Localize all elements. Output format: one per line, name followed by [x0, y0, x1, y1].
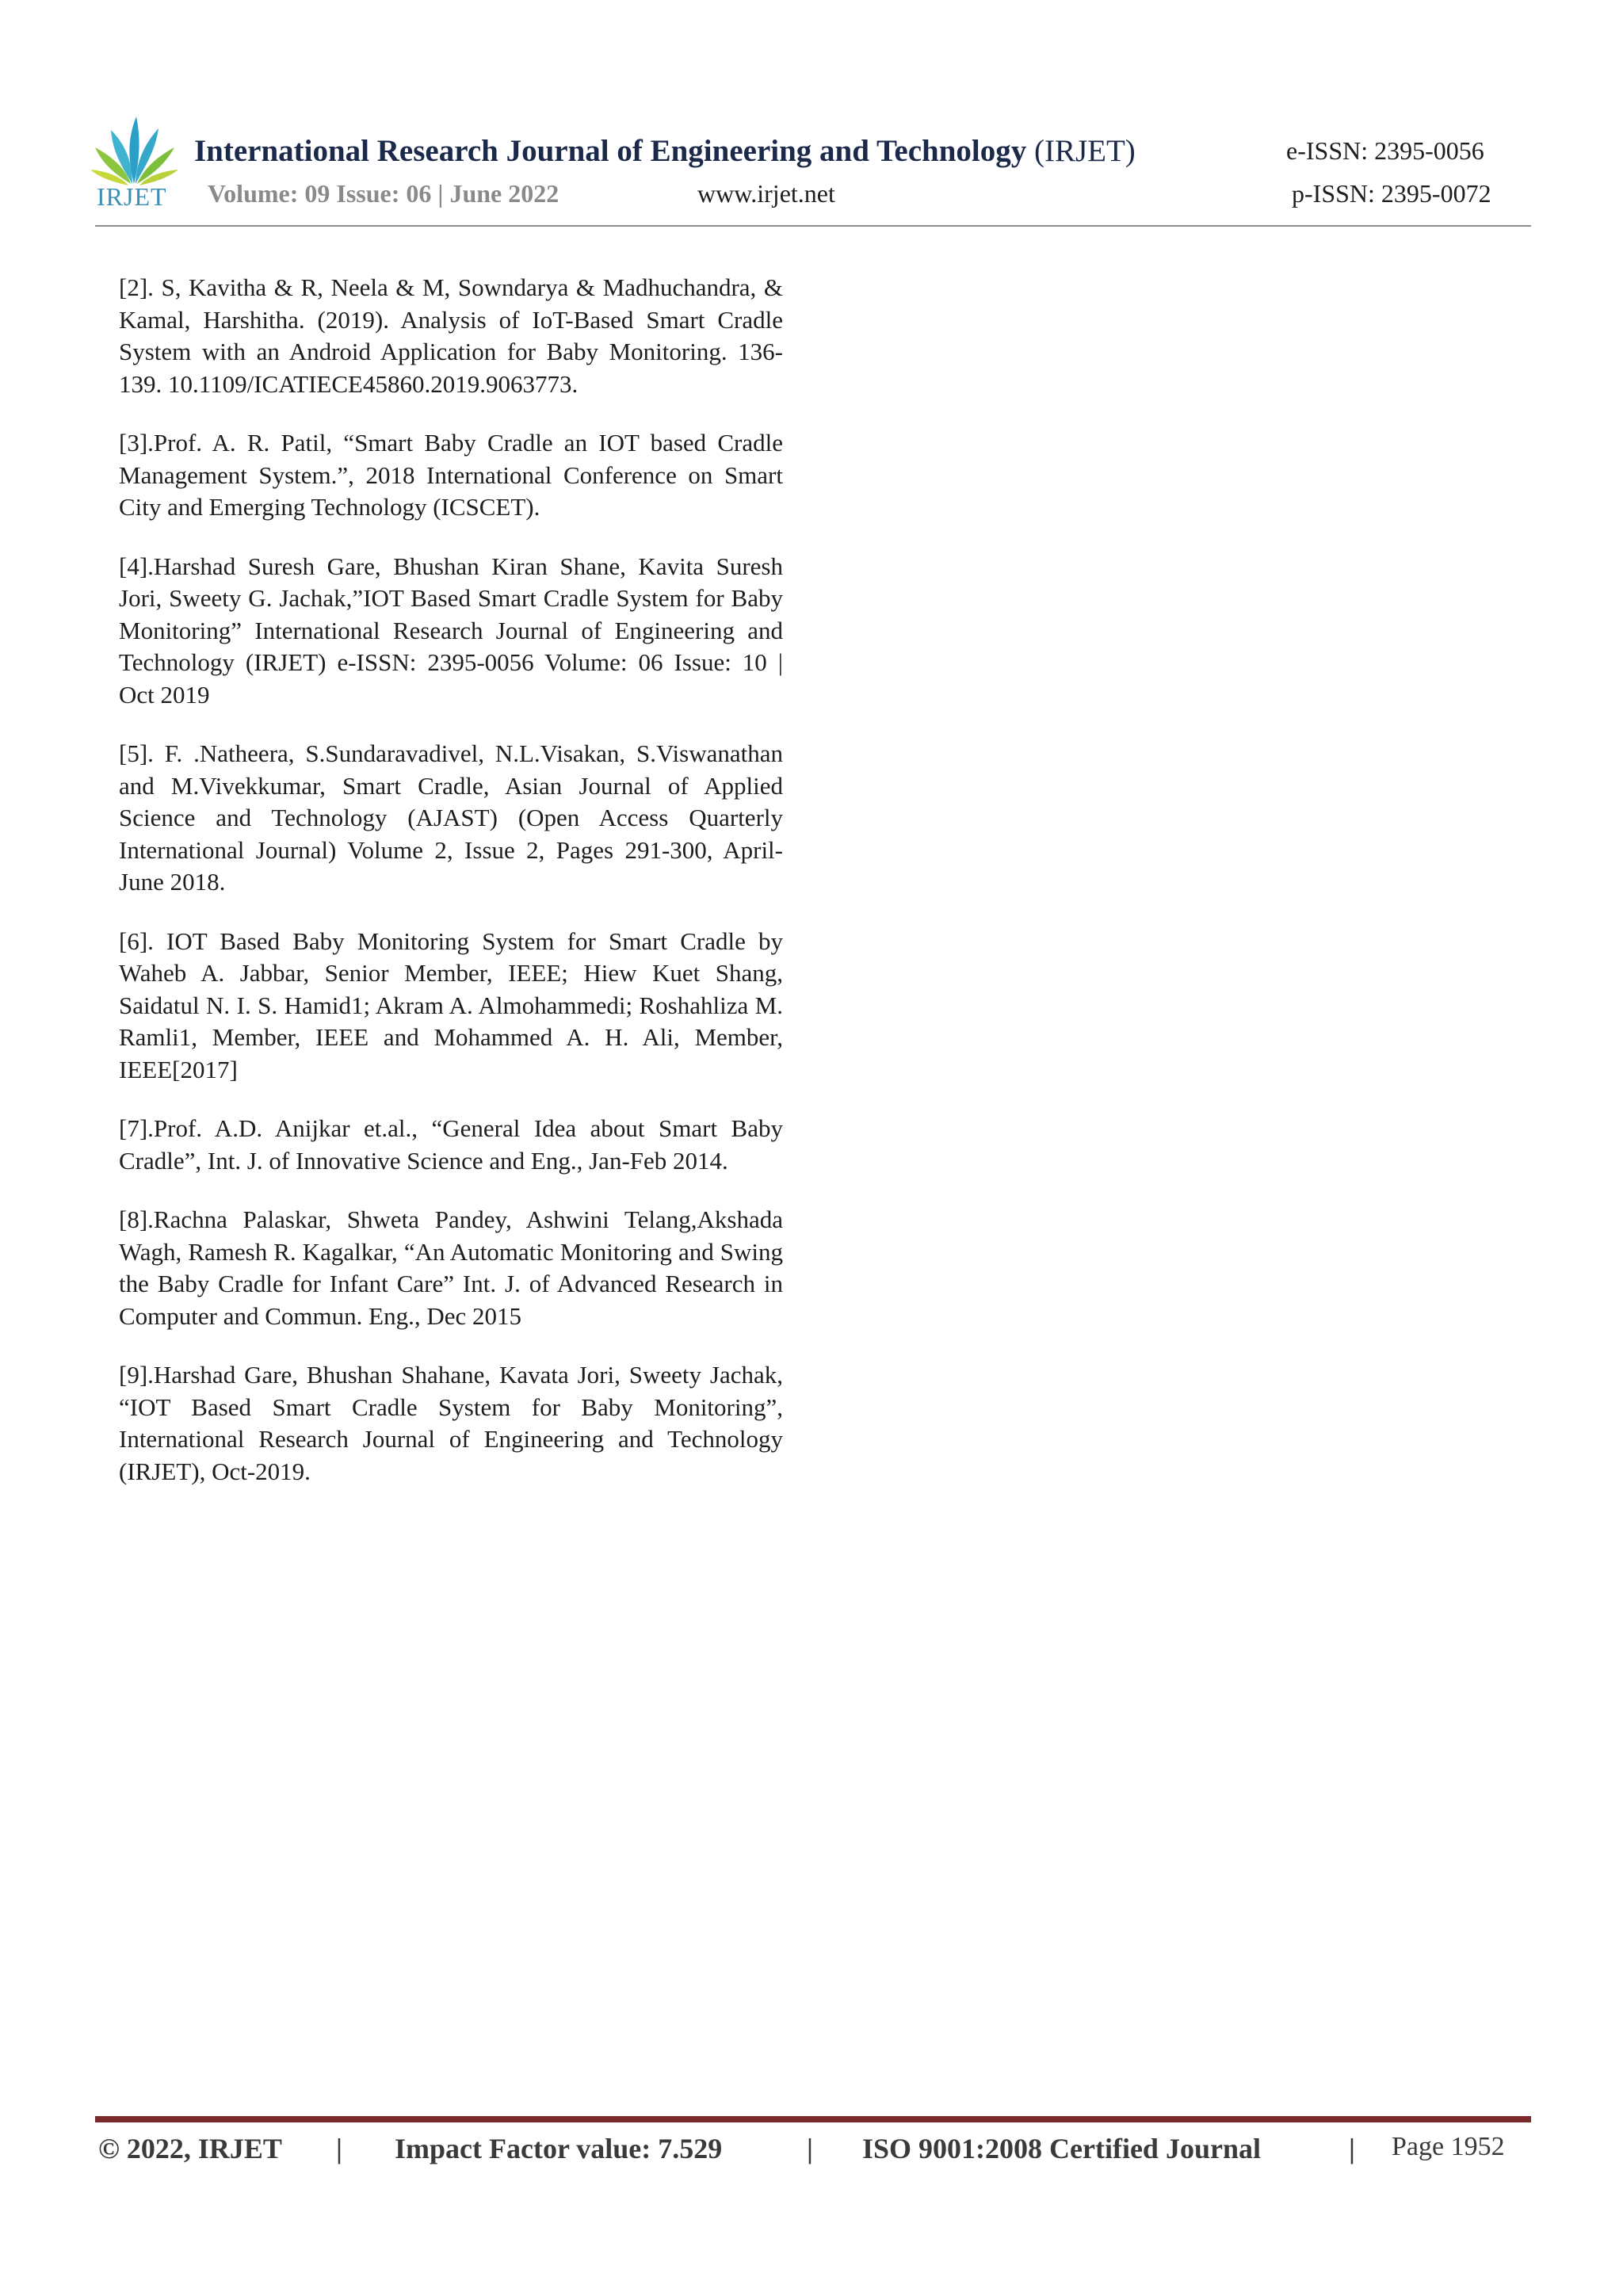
- reference-item: [6]. IOT Based Baby Monitoring System for Smart Cradle by Waheb A. Jabbar, Senior Member, IEEE; Hiew Kuet Shang, Saidatul N. I. S. Hamid1; Akram A. Almohammedi; Roshahliza M. Ramli1, Member, IEEE and Mohammed A. H. Ali, Member, IEEE[2017]: [119, 926, 783, 1083]
- reference-item: [8].Rachna Palaskar, Shweta Pandey, Ashwini Telang,Akshada Wagh, Ramesh R. Kagalkar, “An Automatic Monitoring and Swing the Baby Cradle for Infant Care” Int. J. of Advanced Research in Computer and Commun. Eng., Dec 2015: [119, 1205, 783, 1330]
- footer-iso: ISO 9001:2008 Certified Journal: [862, 2133, 1261, 2164]
- footer-separator: |: [336, 2133, 342, 2164]
- reference-item: [3].Prof. A. R. Patil, “Smart Baby Cradle an IOT based Cradle Management System.”, 2018 International Conference on Smart City and Emerging Technology (ICSCET).: [119, 429, 783, 521]
- journal-title-text: International Research Journal of Engineering and Technology: [194, 134, 1027, 168]
- page-header: [0, 0, 1623, 238]
- footer-impact-factor: Impact Factor value: 7.529: [395, 2133, 723, 2164]
- footer-separator: |: [807, 2133, 813, 2164]
- reference-item: [7].Prof. A.D. Anijkar et.al., “General Idea about Smart Baby Cradle”, Int. J. of Innovative Science and Eng., Jan-Feb 2014.: [119, 1114, 783, 1175]
- reference-item: [4].Harshad Suresh Gare, Bhushan Kiran Shane, Kavita Suresh Jori, Sweety G. Jachak,”IOT Based Smart Cradle System for Baby Monitoring” International Research Journal of Engineering and Technology (IRJET) e-ISSN: 2395-0056 Volume: 06 Issue: 10 | Oct 2019: [119, 552, 783, 709]
- leaf-logo-icon: [89, 113, 180, 189]
- journal-title: [194, 133, 1136, 169]
- footer-copyright: © 2022, IRJET: [98, 2133, 282, 2164]
- pissn: p-ISSN: 2395-0072: [1292, 179, 1491, 208]
- reference-list: [119, 272, 783, 1515]
- journal-abbr: (IRJET): [1033, 134, 1136, 168]
- reference-item: [5]. F. .Natheera, S.Sundaravadivel, N.L.Visakan, S.Viswanathan and M.Vivekkumar, Smart Cradle, Asian Journal of Applied Science and Technology (AJAST) (Open Access Quarterly International Journal) Volume 2, Issue 2, Pages 291-300, April-June 2018.: [119, 739, 783, 896]
- eissn: e-ISSN: 2395-0056: [1286, 136, 1484, 165]
- website-link[interactable]: www.irjet.net: [697, 179, 835, 208]
- footer-page-number: Page 1952: [1392, 2132, 1505, 2161]
- footer-divider: [95, 2116, 1531, 2122]
- reference-item: [2]. S, Kavitha & R, Neela & M, Sowndarya & Madhuchandra, & Kamal, Harshitha. (2019). Analysis of IoT-Based Smart Cradle System with an Android Application for Baby Monitoring. 136-139. 10.1109/ICATIECE45860.2019.9063773.: [119, 273, 783, 398]
- irjet-logo: [89, 113, 180, 214]
- footer-separator: |: [1349, 2133, 1355, 2164]
- page-footer: [98, 2132, 1525, 2168]
- volume-issue: Volume: 09 Issue: 06 | June 2022: [208, 179, 559, 208]
- header-divider: [95, 225, 1531, 227]
- logo-text: IRJET: [97, 182, 167, 211]
- reference-item: [9].Harshad Gare, Bhushan Shahane, Kavata Jori, Sweety Jachak, “IOT Based Smart Cradle System for Baby Monitoring”, International Research Journal of Engineering and Technology (IRJET), Oct-2019.: [119, 1361, 783, 1485]
